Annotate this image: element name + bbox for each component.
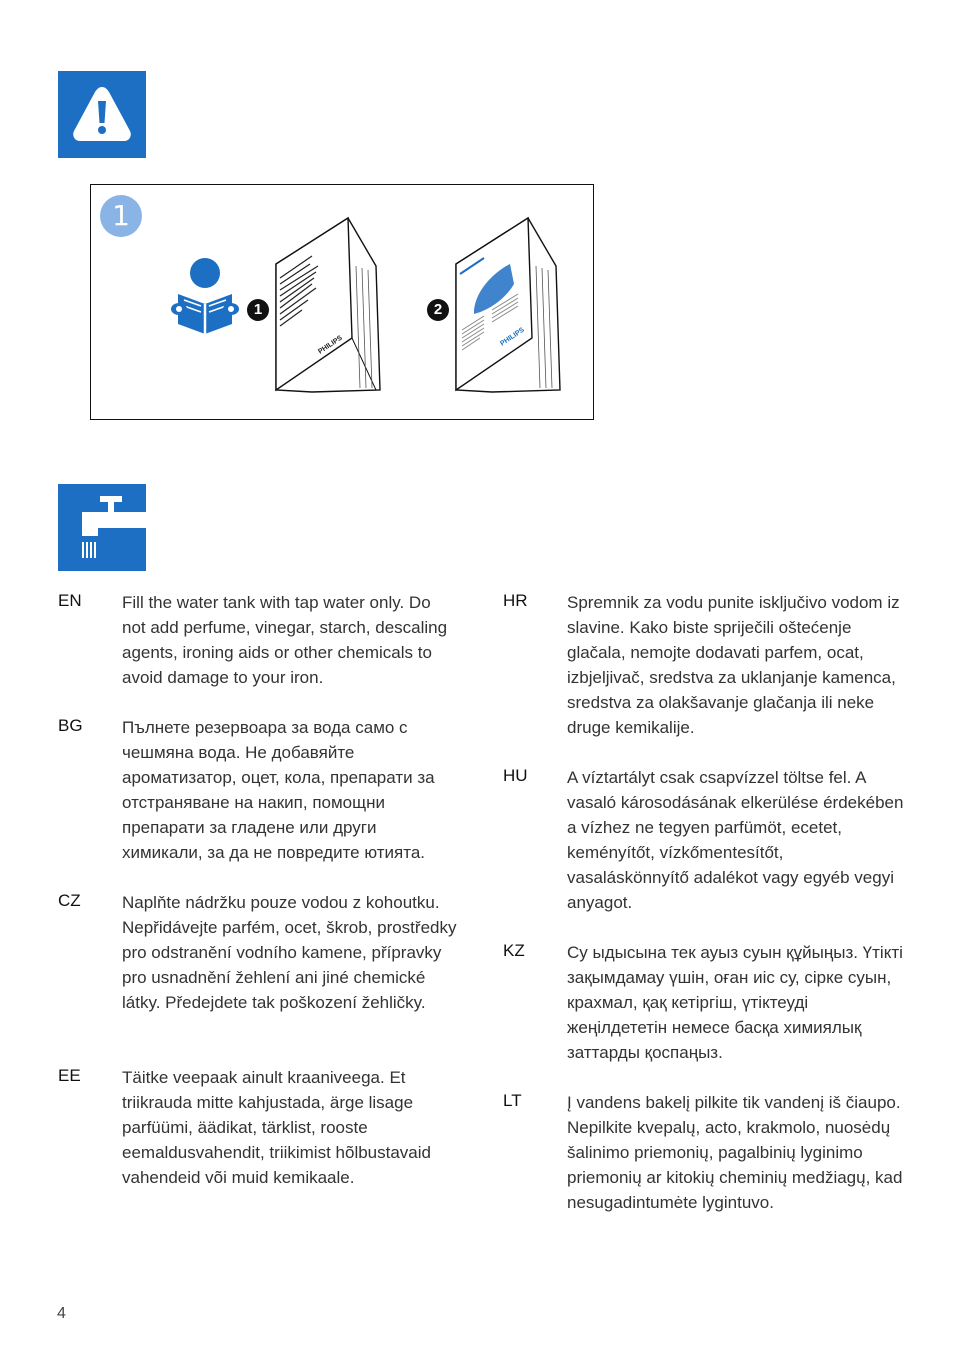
- lang-code-hu: HU: [503, 766, 528, 785]
- instruction-kz: Су ыдысына тек ауыз суын құйыңыз. Үтікті зақымдамау үшін, оған иіс су, сірке суын, крахмал, қақ кетіргіш, үтіктеуді жеңілдететін немесе басқа химиялық заттарды қоспаңыз.: [567, 943, 903, 1062]
- instruction-hu: A víztartályt csak csapvízzel töltse fel. A vasaló károsodásának elkerülése érdekében a vízhez ne tegyen parfümöt, ecetet, keményítőt, vízkőmentesítőt, vasaláskönnyítő adalékot vagy egyéb vegyi anyagot.: [567, 768, 904, 912]
- lang-code-hr: HR: [503, 591, 528, 610]
- instruction-hr: Spremnik za vodu punite isključivo vodom iz slavine. Kako biste spriječili oštećenje glačala, nemojte dodavati parfem, ocat, izbjeljivač, sredstva za uklanjanje kamenca, sredstva za olakšavanje glačanja ili neke druge kemikalije.: [567, 593, 900, 737]
- book-2-number: 2: [427, 299, 449, 321]
- instruction-lt: Į vandens bakelį pilkite tik vandenį iš čiaupo. Nepilkite kvepalų, acto, krakmolo, nuosėdų šalinimo priemonių, pagalbinių lyginimo priemonių ar kitokių cheminių medžiagų, kad nesugadintumėte lygintuvo.: [567, 1093, 903, 1212]
- reading-person-icon: [170, 256, 240, 340]
- instruction-en: Fill the water tank with tap water only. Do not add perfume, vinegar, starch, descaling agents, ironing aids or other chemicals to avoid damage to your iron.: [122, 593, 448, 687]
- lang-code-cz: CZ: [58, 891, 81, 910]
- page-number: 4: [57, 1305, 66, 1322]
- lang-code-kz: KZ: [503, 941, 525, 960]
- lang-code-ee: EE: [58, 1066, 81, 1085]
- lang-code-lt: LT: [503, 1091, 522, 1110]
- lang-code-en: EN: [58, 591, 82, 610]
- instruction-cz: Naplňte nádržku pouze vodou z kohoutku. Nepřidávejte parfém, ocet, škrob, prostředky pro odstranění vodního kamene, přípravky pro usnadnění žehlení ani jiné chemické látky. Předejdete tak poškození žehličky.: [122, 893, 457, 1012]
- step-number-badge: 1: [100, 195, 142, 237]
- manual-book-1-icon: [272, 214, 387, 400]
- manual-book-2-icon: [452, 214, 567, 400]
- brand-label-1: PHILIPS: [317, 334, 344, 356]
- book-1-number: 1: [247, 299, 269, 321]
- water-tap-icon: [58, 484, 146, 571]
- warning-icon: [58, 71, 146, 158]
- instruction-ee: Täitke veepaak ainult kraaniveega. Et triikrauda mitte kahjustada, ärge lisage parfüümi, äädikat, tärklist, rooste eemaldusvahendit, triikimist hõlbustavaid vahendeid või muid kemikaale.: [122, 1068, 431, 1187]
- instruction-bg: Пълнете резервоара за вода само с чешмяна вода. Не добавяйте ароматизатор, оцет, кола, препарати за отстраняване на накип, помощни препарати за гладене или други химикали, за да не повредите ютията.: [122, 718, 435, 862]
- lang-code-bg: BG: [58, 716, 83, 735]
- brand-label-2: PHILIPS: [499, 326, 526, 348]
